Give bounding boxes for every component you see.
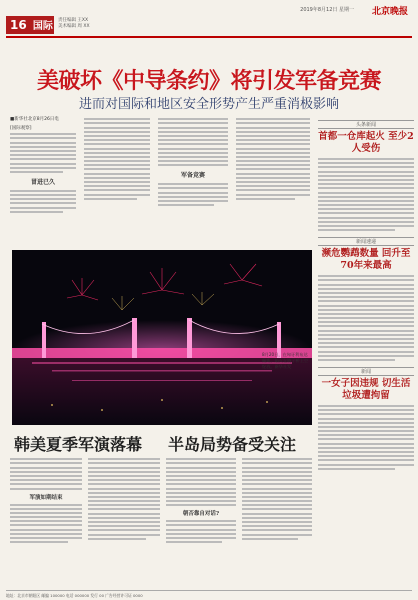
middle-article-column-3 (236, 116, 310, 248)
fireworks-photo (12, 250, 312, 425)
left-subtitle: 冒进已久 (30, 178, 55, 186)
editor-credits (58, 18, 90, 30)
sidebar-story-2-text (318, 275, 414, 361)
bottom-center-headline: 半岛局势备受关注 (168, 435, 297, 454)
news-sidebar (318, 118, 414, 472)
left-body-text-1 (10, 133, 76, 173)
left-body-text-2 (10, 190, 76, 213)
left-article-column (10, 116, 76, 246)
bottom-left-column-1 (10, 456, 82, 586)
left-tag: [国际观察] (10, 126, 32, 131)
top-bar (6, 4, 412, 17)
sidebar-label-1: 头条新闻 (318, 120, 414, 129)
editor-line-1: 责任编辑 王XX (58, 18, 89, 23)
bottom-center-subtitle: 朝否靠自对话? (182, 511, 220, 518)
bottom-left-column-2 (88, 456, 160, 586)
middle-article-column-1 (84, 116, 150, 248)
sidebar-story-2-title: 濒危鹦鹉数量 回升至70年来最高 (321, 248, 411, 272)
bottom-center-column-2 (242, 456, 312, 586)
section-name: 国际 (32, 21, 53, 32)
page-number: 16 (10, 18, 27, 32)
sidebar-label-3: 新闻 (318, 367, 414, 376)
fireworks-illustration (12, 250, 312, 425)
issue-date: 2019年8月12日 星期一 (300, 7, 354, 13)
sidebar-story-1-title: 首都一仓库起火 至少2人受伤 (318, 131, 414, 154)
bottom-left-headline: 韩美夏季军演落幕 (14, 435, 143, 454)
left-dateline: ■新华社北京8月26日电 (10, 117, 59, 122)
bottom-left-subtitle: 军演如期结束 (29, 494, 63, 501)
center-subtitle: 军备竞赛 (180, 172, 205, 180)
sidebar-story-3-text (318, 405, 414, 470)
main-subheadline: 进而对国际和地区安全形势产生严重消极影响 (78, 97, 339, 112)
main-headline: 美破坏《中导条约》将引发军备竞赛 (36, 68, 381, 94)
editor-line-2: 美术编辑 周 XX (58, 24, 90, 29)
middle-article-column-2 (158, 116, 228, 248)
sidebar-label-2: 新闻速递 (318, 237, 414, 246)
bottom-center-column-1 (166, 456, 236, 586)
page-number-badge (6, 16, 54, 34)
sidebar-story-1-text (318, 158, 414, 231)
newspaper-brand: 北京晚报 (371, 7, 408, 17)
page-header (6, 14, 412, 38)
sidebar-story-3-title: 一女子因违规 切生活垃圾遭拘留 (321, 377, 411, 401)
page-footer: 地址：北京市朝阳区 邮编 100000 电话 000000 发行 00 广告经营许可证 0000 (6, 590, 412, 599)
photo-caption: 8月20日，在匈牙利布达佩斯，焰火在链子桥上空绽放。新华社发 (262, 352, 309, 370)
